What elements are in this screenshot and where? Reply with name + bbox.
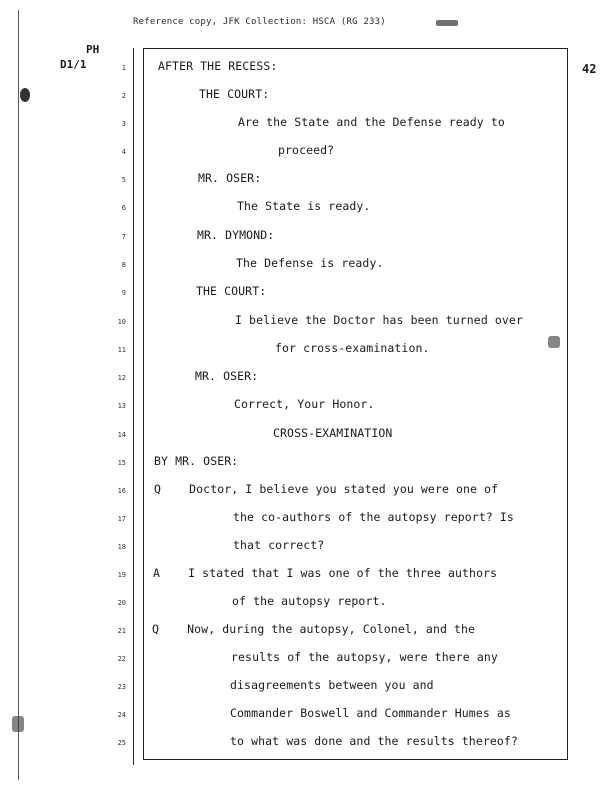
transcript-line: THE COURT: <box>199 87 270 101</box>
transcript-line: MR. DYMOND: <box>197 228 275 242</box>
margin-rule <box>133 48 134 765</box>
line-number: 2 <box>121 92 126 100</box>
line-number: 20 <box>117 599 126 607</box>
transcript-line: MR. OSER: <box>198 171 262 185</box>
line-number: 14 <box>117 431 126 439</box>
transcript-line: THE COURT: <box>196 284 267 298</box>
transcript-line: the co-authors of the autopsy report? Is <box>233 510 514 524</box>
line-number: 16 <box>117 487 126 495</box>
transcript-line: BY MR. OSER: <box>154 454 239 468</box>
transcript-line: results of the autopsy, were there any <box>231 650 498 664</box>
transcript-line: of the autopsy report. <box>232 594 387 608</box>
transcript-line: that correct? <box>233 538 325 552</box>
disc-label: D1/1 <box>60 58 87 71</box>
reporter-initials: PH <box>86 43 100 56</box>
line-number: 3 <box>121 120 126 128</box>
transcript-line: The State is ready. <box>237 199 371 213</box>
scan-artifact <box>12 716 24 732</box>
line-number: 21 <box>117 627 126 635</box>
line-number: 7 <box>121 233 126 241</box>
line-number: 17 <box>117 515 126 523</box>
transcript-line: Correct, Your Honor. <box>234 397 375 411</box>
question-line: Q Doctor, I believe you stated you were one of <box>154 482 499 496</box>
scan-artifact <box>436 20 458 26</box>
transcript-line: to what was done and the results thereof? <box>230 734 518 748</box>
line-number: 25 <box>117 739 126 747</box>
transcript-line: I believe the Doctor has been turned over <box>235 313 523 327</box>
line-number: 6 <box>121 204 126 212</box>
line-number: 18 <box>117 543 126 551</box>
line-number: 1 <box>121 64 126 72</box>
line-number: 12 <box>117 374 126 382</box>
line-number: 13 <box>117 402 126 410</box>
transcript-line: AFTER THE RECESS: <box>158 59 278 73</box>
question-line: Q Now, during the autopsy, Colonel, and the <box>152 622 476 636</box>
scan-artifact <box>20 88 30 102</box>
line-number: 11 <box>117 346 126 354</box>
line-number: 19 <box>117 571 126 579</box>
transcript-line: proceed? <box>278 143 335 157</box>
line-number: 4 <box>121 148 126 156</box>
transcript-line: MR. OSER: <box>195 369 259 383</box>
scan-artifact <box>548 336 560 348</box>
transcript-line: The Defense is ready. <box>236 256 384 270</box>
collection-header: Reference copy, JFK Collection: HSCA (RG 233) <box>133 17 386 27</box>
answer-line: A I stated that I was one of the three authors <box>153 566 498 580</box>
section-heading: CROSS-EXAMINATION <box>273 426 393 440</box>
line-number: 10 <box>117 318 126 326</box>
line-number: 8 <box>121 261 126 269</box>
line-number: 15 <box>117 459 126 467</box>
line-number: 22 <box>117 655 126 663</box>
left-edge-rule <box>18 10 19 780</box>
line-number: 9 <box>121 289 126 297</box>
transcript-line: Commander Boswell and Commander Humes as <box>230 706 511 720</box>
line-number: 5 <box>121 176 126 184</box>
transcript-line: Are the State and the Defense ready to <box>238 115 505 129</box>
transcript-line: for cross-examination. <box>275 341 430 355</box>
page-number: 42 <box>582 62 597 76</box>
transcript-line: disagreements between you and <box>230 678 434 692</box>
line-number: 24 <box>117 711 126 719</box>
line-number: 23 <box>117 683 126 691</box>
